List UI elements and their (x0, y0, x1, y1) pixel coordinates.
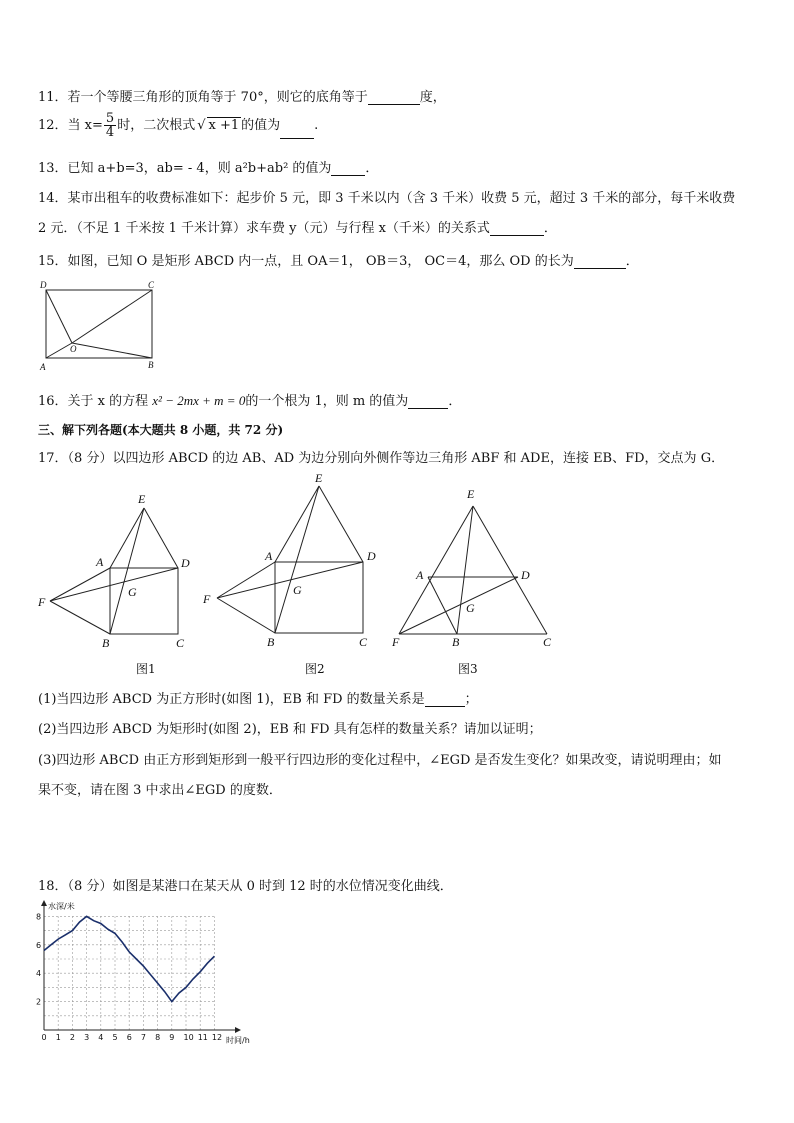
question-11 (38, 86, 446, 105)
label-d: D (367, 549, 376, 563)
q17-p1: (1)当四边形 ABCD 为正方形时(如图 1)，EB 和 FD 的数量关系是 (38, 692, 425, 707)
q16-tail: 的一个根为 1，则 m 的值为 (245, 394, 409, 409)
x-tick-label: 9 (169, 1033, 175, 1042)
segment-af (50, 568, 110, 601)
label-c: C (176, 636, 185, 650)
label-f: F (392, 635, 400, 649)
q17-p1-tail: ； (464, 692, 478, 707)
label-g: G (128, 585, 137, 599)
label-e: E (467, 487, 475, 501)
label-c: C (359, 635, 368, 649)
label-g: G (293, 583, 302, 597)
y-axis-label: 水深/米 (48, 902, 75, 911)
label-g: G (466, 601, 475, 615)
question-17-part-3b: 果不变，请在图 3 中求出∠EGD 的度数． (38, 783, 282, 798)
caption-figure-2: 图2 (305, 662, 325, 676)
y-axis-arrow (41, 900, 47, 906)
section-title: 三、解下列各题(本大题共 8 小题，共 72 分) (38, 423, 284, 437)
q12-mid: 时，二次根式 (117, 118, 196, 133)
radical-sign: √ (197, 118, 206, 133)
question-17-part-3a: (3)四边形 ABCD 由正方形到矩形到一般平行四边形的变化过程中，∠EGD 是否发生变化？如果改变，请说明理由；如 (38, 753, 722, 768)
question-15: 15．如图，已知 O 是矩形 ABCD 内一点，且 OA＝1， OB＝3， OC＝4，那么 OD 的长为 ． (38, 254, 639, 269)
segment-ec (473, 506, 547, 634)
answer-blank[interactable] (331, 163, 365, 176)
y-tick-label: 6 (36, 940, 42, 950)
x-tick-label: 1 (55, 1033, 61, 1042)
x-axis-arrow (235, 1027, 241, 1033)
answer-blank[interactable] (408, 396, 448, 409)
label-d: D (521, 568, 530, 582)
question-18: 18．（8 分）如图是某港口在某天从 0 时到 12 时的水位情况变化曲线． (38, 879, 453, 894)
x-tick-label: 0 (41, 1033, 47, 1042)
segment-de (144, 508, 178, 568)
segment-ae (275, 486, 319, 562)
equation: x² − 2mx + m = 0 (152, 393, 246, 408)
segment-ob (72, 343, 152, 358)
caption-figure-3: 图3 (458, 662, 478, 676)
segment-fe (399, 506, 473, 634)
segment-ae (110, 508, 144, 568)
radicand: x +1 (208, 118, 240, 133)
q11-text: 11．若一个等腰三角形的顶角等于 70°，则它的底角等于 (38, 90, 368, 105)
label-a: A (416, 568, 424, 582)
label-a: A (96, 555, 104, 569)
x-tick-label: 8 (155, 1033, 161, 1042)
q13-text: 13．已知 a+b=3，ab= - 4，则 a²b+ab² 的值为 (38, 161, 332, 176)
water-level-chart (30, 898, 270, 1048)
label-b: B (452, 635, 460, 649)
x-tick-label: 11 (197, 1033, 208, 1042)
question-17-stem: 17．（8 分）以四边形 ABCD 的边 AB、AD 为边分别向外侧作等边三角形 ABF 和 ADE，连接 EB、FD，交点为 G． (38, 451, 725, 466)
q14-line2: 2 元．（不足 1 千米按 1 千米计算）求车费 y（元）与行程 x（千米）的关系式 (38, 221, 490, 236)
question-13: 13．已知 a+b=3，ab= - 4，则 a²b+ab² 的值为 ． (38, 161, 379, 176)
question-14-line2: 2 元．（不足 1 千米按 1 千米计算）求车费 y（元）与行程 x（千米）的关系式 ． (38, 221, 557, 236)
segment-oc (72, 290, 152, 343)
label-e: E (315, 471, 323, 485)
segment-eb (110, 508, 144, 634)
label-c: C (148, 280, 155, 290)
q15-text: 15．如图，已知 O 是矩形 ABCD 内一点，且 OA＝1， OB＝3， OC＝4，那么 OD 的长为 (38, 254, 574, 269)
figure-15 (38, 280, 168, 372)
label-c: C (543, 635, 552, 649)
fraction-numerator: 5 (105, 111, 115, 126)
answer-blank[interactable] (574, 256, 626, 269)
x-tick-label: 5 (112, 1033, 118, 1042)
x-tick-label: 2 (69, 1033, 75, 1042)
segment-fd (50, 568, 178, 601)
question-14-line1: 14．某市出租车的收费标准如下：起步价 5 元，即 3 千米以内（含 3 千米）收费 5 元，超过 3 千米的部分，每千米收费 (38, 191, 736, 206)
x-tick-label: 6 (126, 1033, 132, 1042)
caption-figure-1: 图1 (136, 662, 156, 676)
segment-ab (428, 577, 457, 634)
label-a: A (265, 549, 273, 563)
segment-fd (217, 562, 363, 598)
label-d: D (40, 280, 47, 290)
segment-fb (50, 601, 110, 634)
x-tick-label: 3 (84, 1033, 90, 1042)
segment-af (217, 562, 275, 598)
answer-blank[interactable] (490, 223, 544, 236)
answer-blank[interactable] (280, 126, 314, 139)
segment-eb (275, 486, 319, 633)
y-tick-label: 2 (36, 997, 42, 1007)
label-b: B (148, 360, 154, 370)
x-tick-label: 12 (211, 1033, 223, 1042)
q12-tail: 的值为 (241, 118, 281, 133)
segment-fb (217, 598, 275, 633)
label-e: E (138, 492, 146, 506)
question-17-part-2: (2)当四边形 ABCD 为矩形时(如图 2)，EB 和 FD 具有怎样的数量关系？请加以证明； (38, 722, 542, 737)
chart-grid (44, 916, 214, 1030)
label-o: O (70, 344, 77, 354)
question-17-part-1 (38, 688, 478, 707)
x-tick-label: 7 (140, 1033, 146, 1042)
y-tick-label: 8 (36, 912, 42, 922)
segment-de (319, 486, 363, 562)
question-16: 16．关于 x 的方程 x² − 2mx + m = 0的一个根为 1，则 m 的值为 ． (38, 393, 462, 409)
segment-od (46, 290, 72, 343)
figure-2 (203, 472, 388, 652)
q11-tail: 度， (419, 90, 446, 105)
x-tick-label: 4 (98, 1033, 104, 1042)
y-tick-label: 4 (36, 969, 42, 979)
label-a: A (40, 362, 46, 372)
figure-1 (38, 488, 198, 653)
q16-pre: 16．关于 x 的方程 (38, 394, 149, 409)
fraction (104, 112, 116, 139)
figure-3 (390, 486, 565, 651)
q12-pre: 12．当 x= (38, 118, 103, 133)
label-d: D (181, 556, 190, 570)
fraction-denominator: 4 (105, 125, 115, 140)
label-b: B (102, 636, 110, 650)
square-abcd (110, 568, 178, 634)
label-f: F (38, 595, 46, 609)
question-12: 12．当 x= $\frac{5}{4}$ 时，二次根式 √ x +1 的值为 . (38, 111, 319, 140)
label-f: F (203, 592, 211, 606)
x-axis-label: 时间/h (226, 1036, 250, 1045)
answer-blank[interactable] (368, 92, 420, 105)
label-b: B (267, 635, 275, 649)
answer-blank[interactable] (425, 694, 465, 707)
segment-oa (46, 343, 72, 358)
x-tick-label: 10 (183, 1033, 194, 1042)
